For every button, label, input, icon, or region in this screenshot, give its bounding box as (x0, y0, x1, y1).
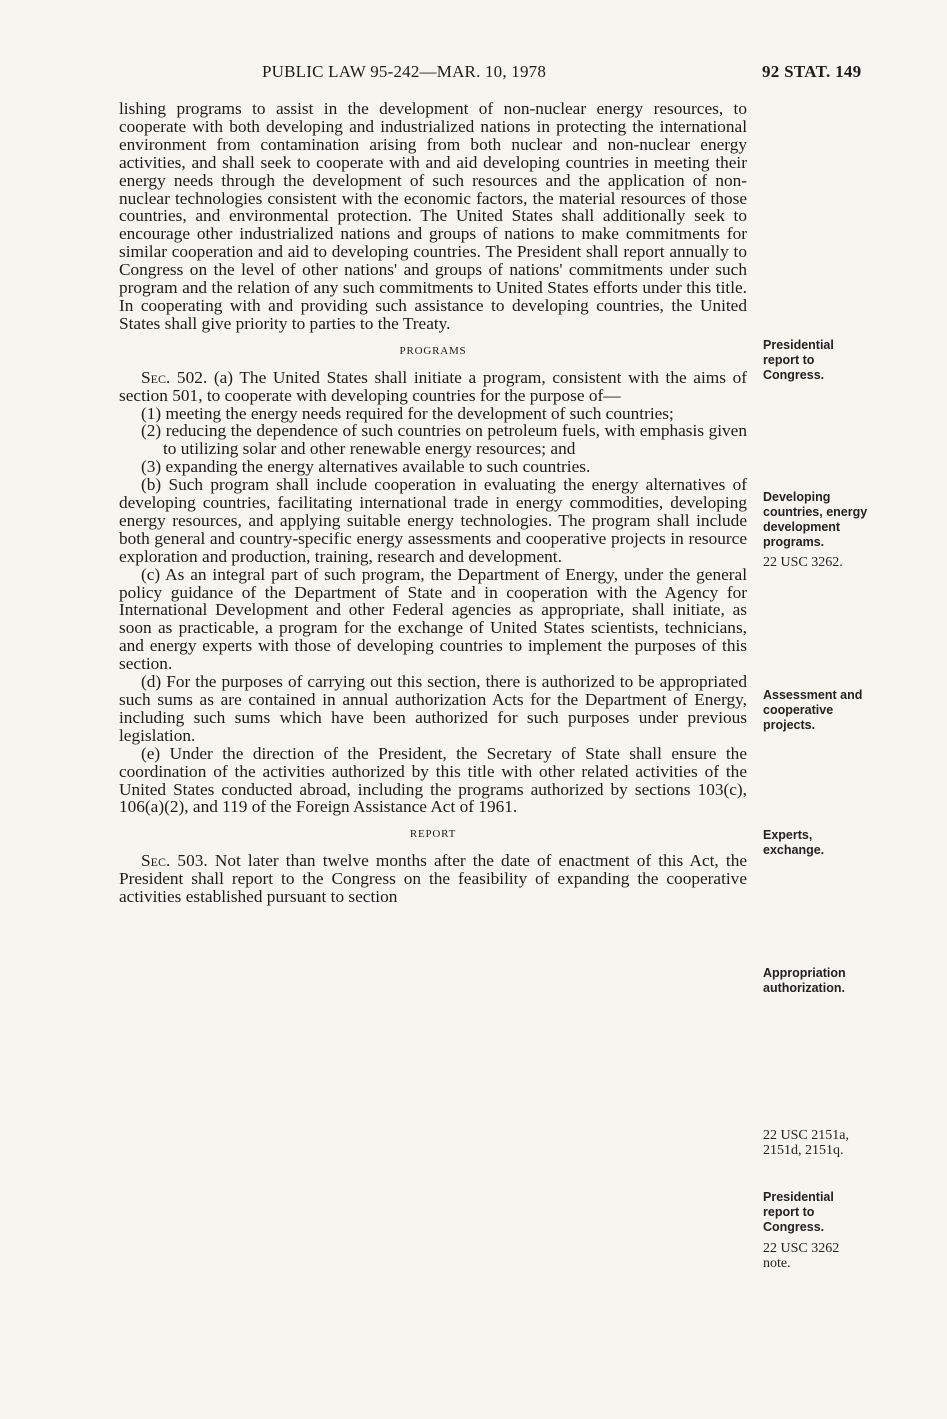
section-502-a (119, 369, 747, 405)
margin-note-assessment: Assessment and cooperative projects. (763, 688, 863, 732)
section-502-c: (c) As an integral part of such program, the Department of Energy, under the general policy guidance of the Department of State and in cooperation with the Agency for International Development and other Federal agencies as appropriate, shall initiate, as soon as practicable, a program for the exchange of United States scientists, technicians, and energy experts with those of developing countries to implement the purposes of this section. (119, 564, 747, 674)
margin-note-presidential-report: Presidential report to Congress. (763, 338, 834, 382)
section-502-d: (d) For the purposes of carrying out this section, there is authorized to be appropriated such sums as are contained in annual authorization Acts for the Department of Energy, including such sums which have been authorized for such purposes under previous legislation. (119, 672, 747, 745)
list-item: (2) reducing the dependence of such countries on petroleum fuels, with emphasis given to utilizing solar and other renewable energy resources; and (141, 421, 747, 459)
list-item: (1) meeting the energy needs required for the development of such countries; (141, 403, 674, 423)
section-label: Sec. 503. (141, 851, 208, 871)
section-heading-report: REPORT (409, 828, 457, 841)
usc-citation: 22 USC 3262. (763, 555, 843, 570)
section-label: Sec. 502. (141, 367, 208, 387)
section-502-b: (b) Such program shall include cooperation in evaluating the energy alternatives of developing countries, facilitating international trade in energy commodities, developing energy resources, and applying suitable energy technologies. The program shall include both general and country-specific energy assessments and cooperative projects in resource exploration and production, training, research and development. (119, 475, 747, 566)
section-503-text: Not later than twelve months after the date of enactment of this Act, the President shall report to the Congress on the feasibility of expanding the cooperative activities established pursuant to section (119, 851, 748, 907)
continued-paragraph: lishing programs to assist in the development of non-nuclear energy resources, to cooperate with both developing and industrialized nations in protecting the international environment from contamination arising from both nuclear and non-nuclear energy activities, and shall seek to cooperate with and aid developing countries in meeting their energy needs through the development of such resources and the application of non-nuclear technologies consistent with the economic factors, the material resources of those countries, and environmental protection. The United States shall additionally seek to encourage other industrialized nations and groups of nations to make commitments for similar cooperation and aid to developing countries. The President shall report annually to Congress on the level of other nations' and groups of nations' commitments under such program and the relation of any such commitments to United States efforts under this title. In cooperating with and providing such assistance to developing countries, the United States shall give priority to parties to the Treaty. (119, 99, 747, 333)
margin-note-usc-note (763, 1241, 863, 1271)
section-502-e: (e) Under the direction of the President, the Secretary of State shall ensure the coordination of the activities authorized by this title with other related activities of the United States conducted abroad, including the programs authorized by sections 103(c), 106(a)(2), and 119 of the Foreign Assistance Act of 1961. (119, 743, 747, 817)
section-503 (119, 852, 747, 906)
margin-note-experts: Experts, exchange. (763, 828, 825, 857)
list-item: (3) expanding the energy alternatives available to such countries. (141, 457, 591, 477)
margin-note-developing-countries: Developing countries, energy development programs. (763, 490, 868, 549)
margin-note-appropriation: Appropriation authorization. (763, 966, 846, 995)
section-heading-programs: PROGRAMS (399, 344, 467, 357)
usc-citation: 22 USC 3262 note. (763, 1241, 840, 1271)
margin-note-usc (763, 555, 913, 570)
running-header: PUBLIC LAW 95-242—MAR. 10, 1978 (262, 62, 547, 81)
section-502-a-text: (a) The United States shall initiate a program, consistent with the aims of section 501, to cooperate with developing countries for the purpose of— (119, 367, 747, 405)
usc-citation: 22 USC 2151a, 2151d, 2151q. (763, 1128, 849, 1158)
statute-page-number: 92 STAT. 149 (762, 62, 862, 81)
page-body (119, 100, 747, 906)
margin-note-usc-2151 (763, 1128, 873, 1158)
margin-note-presidential-report-2: Presidential report to Congress. (763, 1190, 834, 1234)
